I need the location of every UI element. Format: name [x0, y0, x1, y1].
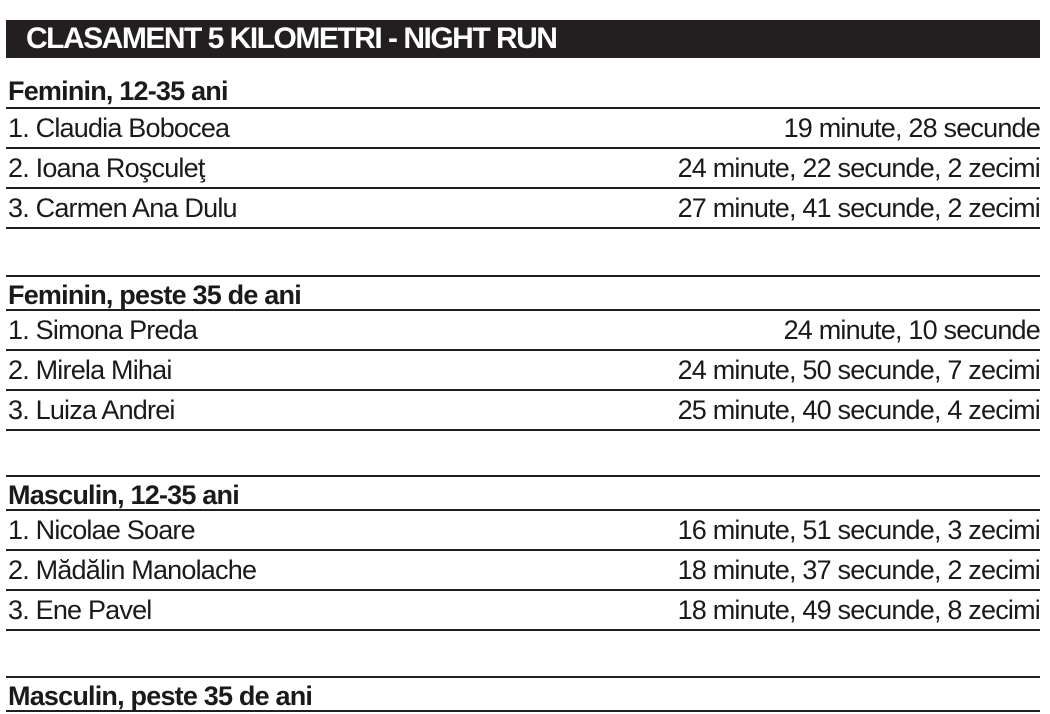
results-section-masculin-12-35 — [6, 475, 1040, 631]
runner-name: 3. Carmen Ana Dulu — [8, 192, 237, 223]
section-heading: Feminin, peste 35 de ani — [6, 275, 1040, 311]
runner-time: 24 minute, 50 secunde, 7 zecimi — [677, 354, 1040, 385]
runner-time: 18 minute, 49 secunde, 8 zecimi — [677, 594, 1040, 625]
table-row — [6, 591, 1040, 631]
runner-time: 27 minute, 41 secunde, 2 zecimi — [677, 192, 1040, 223]
section-heading: Feminin, 12-35 ani — [6, 73, 1040, 109]
table-row — [6, 109, 1040, 149]
runner-time: 24 minute, 22 secunde, 2 zecimi — [677, 152, 1040, 183]
page-title: CLASAMENT 5 KILOMETRI - NIGHT RUN — [6, 20, 1040, 58]
table-row — [6, 551, 1040, 591]
runner-time: 19 minute, 28 secunde — [783, 112, 1040, 143]
runner-time: 25 minute, 40 secunde, 4 zecimi — [677, 394, 1040, 425]
table-row — [6, 311, 1040, 351]
results-section-feminin-peste-35 — [6, 275, 1040, 431]
table-row — [6, 511, 1040, 551]
runner-time: 16 minute, 51 secunde, 3 zecimi — [677, 514, 1040, 545]
table-row — [6, 149, 1040, 189]
runner-name: 3. Luiza Andrei — [8, 394, 175, 425]
table-row — [6, 189, 1040, 229]
results-section-feminin-12-35 — [6, 73, 1040, 229]
runner-name: 1. Simona Preda — [8, 314, 198, 345]
results-section-masculin-peste-35 — [6, 676, 1040, 712]
runner-time: 24 minute, 10 secunde — [783, 314, 1040, 345]
runner-name: 1. Nicolae Soare — [8, 514, 195, 545]
runner-name: 2. Ioana Roşculeţ — [8, 152, 205, 183]
runner-name: 1. Claudia Bobocea — [8, 112, 230, 143]
section-heading: Masculin, 12-35 ani — [6, 475, 1040, 511]
runner-name: 2. Mirela Mihai — [8, 354, 172, 385]
runner-name: 3. Ene Pavel — [8, 594, 152, 625]
runner-time: 18 minute, 37 secunde, 2 zecimi — [677, 554, 1040, 585]
table-row — [6, 391, 1040, 431]
table-row — [6, 351, 1040, 391]
section-heading: Masculin, peste 35 de ani — [6, 676, 1040, 712]
runner-name: 2. Mădălin Manolache — [8, 554, 257, 585]
